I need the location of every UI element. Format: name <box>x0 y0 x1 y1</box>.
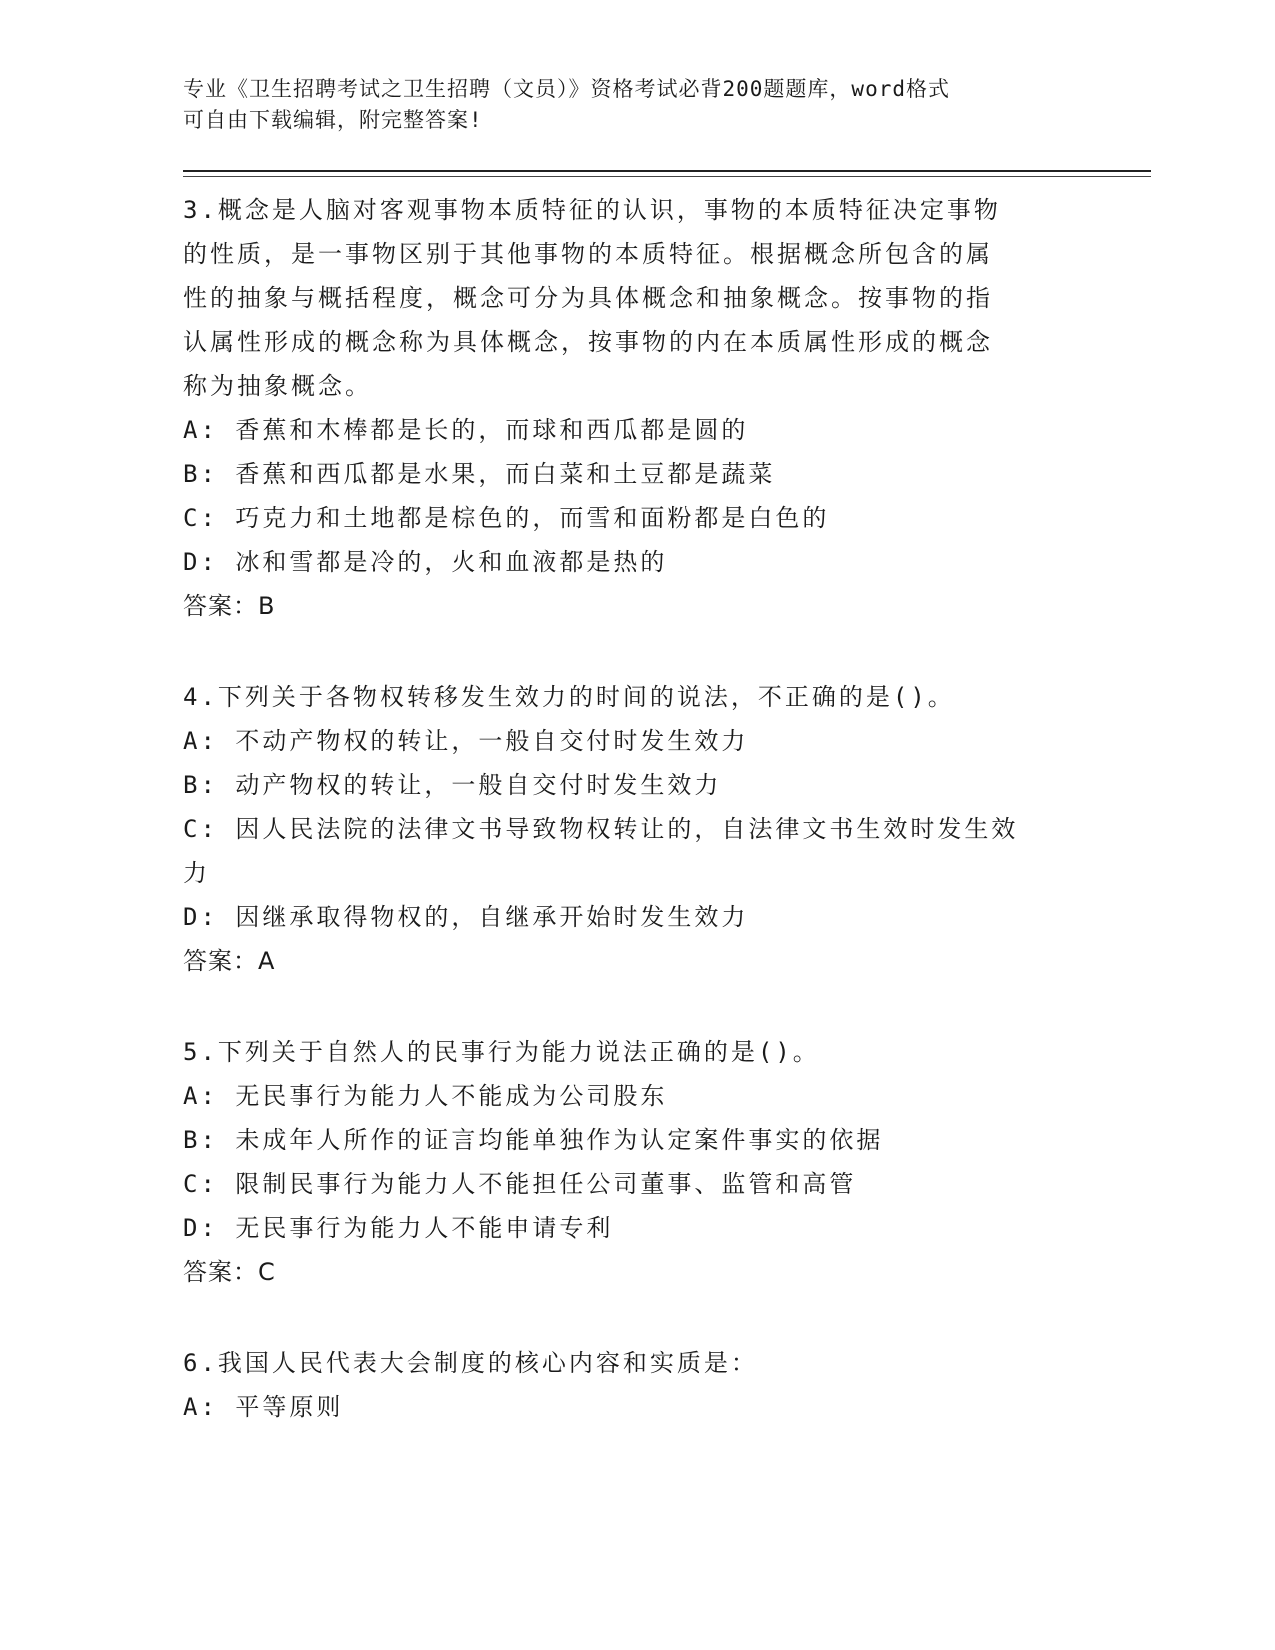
option-c-continuation: 力 <box>183 859 210 887</box>
question-4 <box>183 675 1073 983</box>
question-stem-line: 3.概念是人脑对客观事物本质特征的认识，事物的本质特征决定事物 <box>183 196 1001 224</box>
answer-label: 答案：A <box>183 947 276 975</box>
question-5 <box>183 1030 1073 1294</box>
option-d: D: 因继承取得物权的，自继承开始时发生效力 <box>183 903 749 931</box>
header-divider-thick <box>183 170 1151 172</box>
header-title-line-1: 专业《卫生招聘考试之卫生招聘（文员）》资格考试必背200题题库，word格式 <box>183 77 950 101</box>
answer-label: 答案：C <box>183 1258 276 1286</box>
question-spacer <box>183 628 1073 675</box>
question-stem-line: 5.下列关于自然人的民事行为能力说法正确的是()。 <box>183 1038 820 1066</box>
option-d: D: 无民事行为能力人不能申请专利 <box>183 1214 614 1242</box>
answer-label: 答案：B <box>183 592 276 620</box>
question-stem-line: 的性质，是一事物区别于其他事物的本质特征。根据概念所包含的属 <box>183 240 993 268</box>
header-divider-thin <box>183 176 1151 177</box>
option-b: B: 香蕉和西瓜都是水果，而白菜和土豆都是蔬菜 <box>183 460 776 488</box>
question-spacer <box>183 1294 1073 1341</box>
question-3 <box>183 188 1073 628</box>
option-a: A: 平等原则 <box>183 1393 344 1421</box>
question-spacer <box>183 983 1073 1030</box>
option-c: C: 限制民事行为能力人不能担任公司董事、监管和高管 <box>183 1170 857 1198</box>
document-header <box>183 74 1063 136</box>
option-b: B: 动产物权的转让，一般自交付时发生效力 <box>183 771 722 799</box>
option-c: C: 巧克力和土地都是棕色的，而雪和面粉都是白色的 <box>183 504 830 532</box>
question-stem-line: 称为抽象概念。 <box>183 372 372 400</box>
question-6 <box>183 1341 1073 1429</box>
option-a: A: 不动产物权的转让，一般自交付时发生效力 <box>183 727 749 755</box>
option-b: B: 未成年人所作的证言均能单独作为认定案件事实的依据 <box>183 1126 884 1154</box>
header-title-line-2: 可自由下载编辑，附完整答案! <box>183 108 483 132</box>
question-stem-line: 性的抽象与概括程度，概念可分为具体概念和抽象概念。按事物的指 <box>183 284 993 312</box>
question-stem-line: 4.下列关于各物权转移发生效力的时间的说法，不正确的是()。 <box>183 683 955 711</box>
question-stem-line: 6.我国人民代表大会制度的核心内容和实质是： <box>183 1349 758 1377</box>
option-d: D: 冰和雪都是冷的，火和血液都是热的 <box>183 548 668 576</box>
question-list <box>183 188 1073 1429</box>
option-a: A: 无民事行为能力人不能成为公司股东 <box>183 1082 668 1110</box>
question-stem-line: 认属性形成的概念称为具体概念，按事物的内在本质属性形成的概念 <box>183 328 993 356</box>
option-c: C: 因人民法院的法律文书导致物权转让的，自法律文书生效时发生效 <box>183 815 1019 843</box>
option-a: A: 香蕉和木棒都是长的，而球和西瓜都是圆的 <box>183 416 749 444</box>
